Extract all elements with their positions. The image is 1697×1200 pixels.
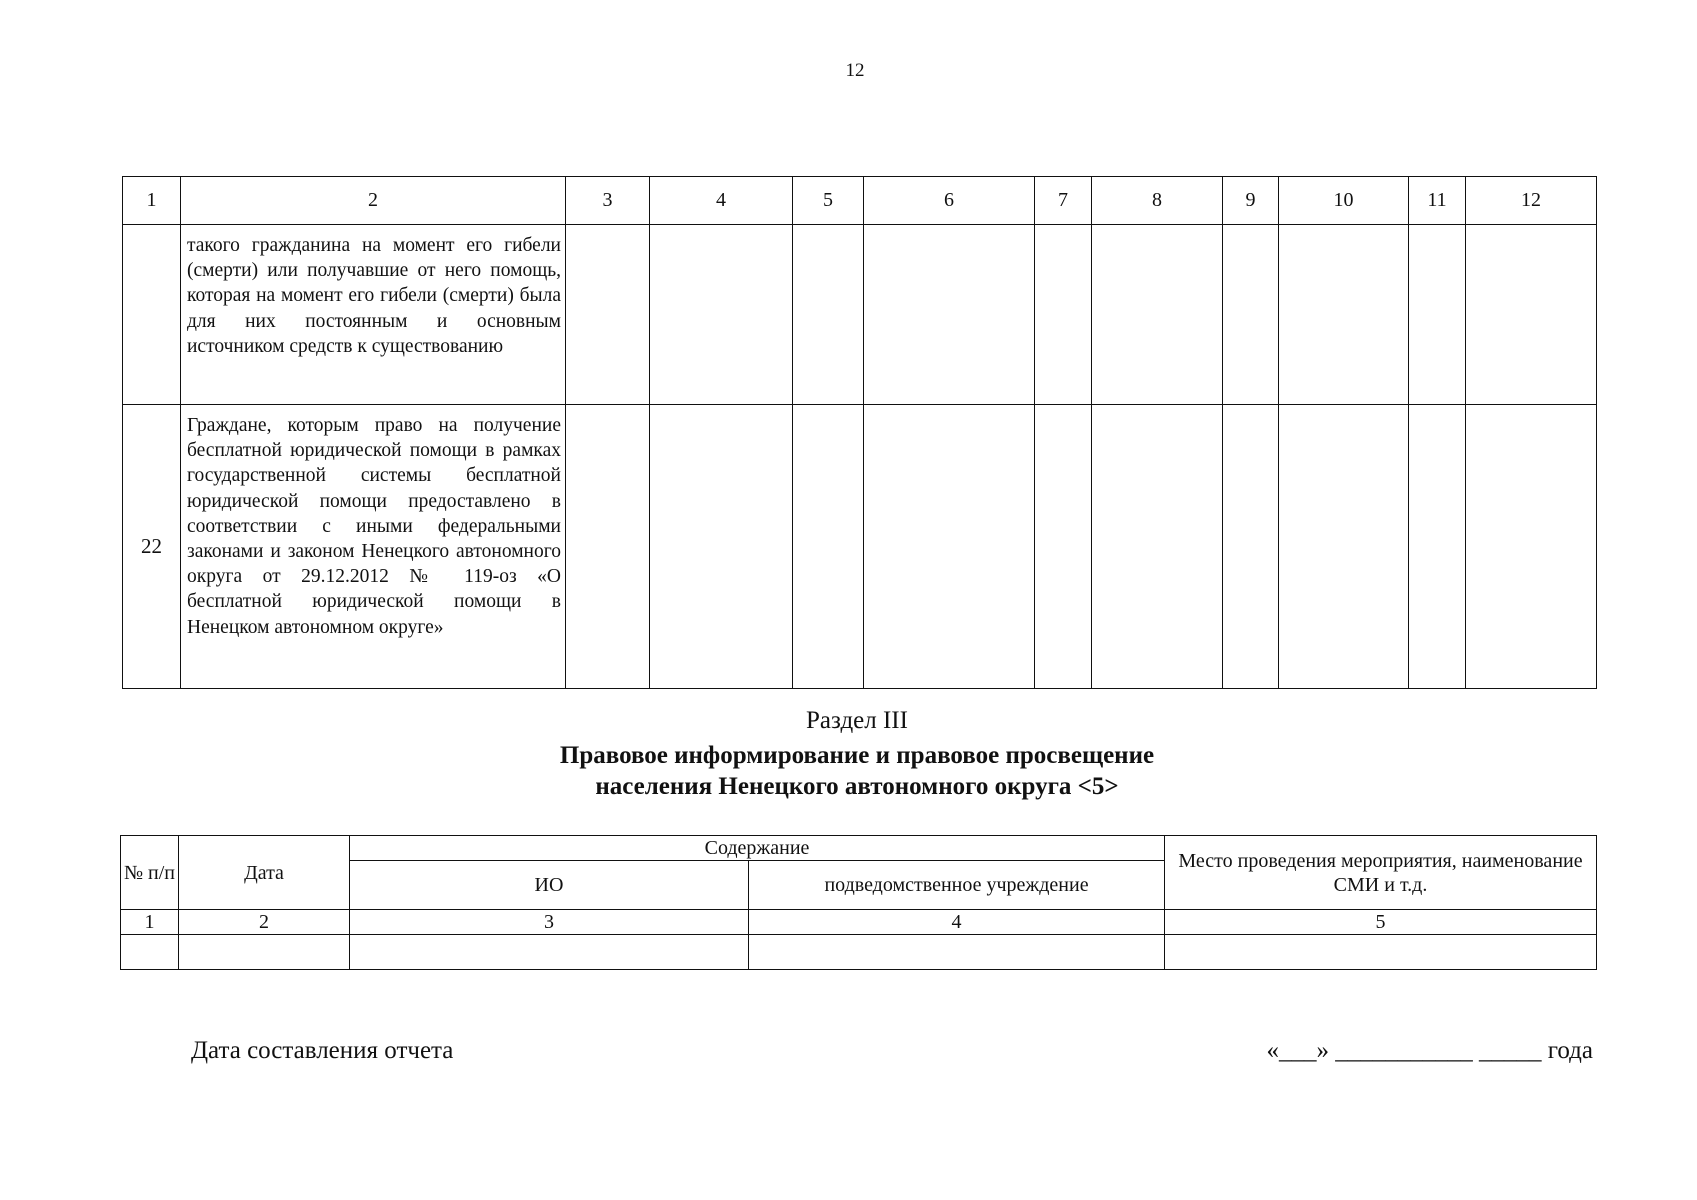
categories-table: [122, 176, 1597, 689]
header-subordinate: подведомственное учреждение: [749, 861, 1165, 910]
empty-cell: [793, 225, 864, 405]
empty-cell: [1223, 225, 1279, 405]
empty-cell: [864, 405, 1035, 689]
section-title: [320, 740, 1394, 802]
empty-cell: [350, 935, 749, 970]
empty-cell: [1035, 225, 1092, 405]
empty-cell: [650, 225, 793, 405]
empty-cell: [121, 935, 179, 970]
column-number: 4: [650, 177, 793, 225]
empty-cell: [1409, 405, 1466, 689]
table-row: [121, 935, 1597, 970]
report-date-label: Дата составления отчета: [191, 1037, 454, 1064]
empty-cell: [179, 935, 350, 970]
column-number: 3: [566, 177, 650, 225]
column-number: 12: [1466, 177, 1597, 225]
table-index-row: [121, 910, 1597, 935]
column-number: 5: [793, 177, 864, 225]
column-number: 10: [1279, 177, 1409, 225]
header-number: № п/п: [121, 836, 179, 910]
column-number: 4: [749, 910, 1165, 935]
column-number: 1: [123, 177, 181, 225]
empty-cell: [1279, 405, 1409, 689]
row-number: [123, 225, 181, 405]
empty-cell: [1466, 405, 1597, 689]
empty-cell: [793, 405, 864, 689]
column-number: 11: [1409, 177, 1466, 225]
column-number: 9: [1223, 177, 1279, 225]
empty-cell: [1279, 225, 1409, 405]
page-number: 12: [845, 60, 865, 81]
empty-cell: [1165, 935, 1597, 970]
column-number: 5: [1165, 910, 1597, 935]
column-number: 2: [181, 177, 566, 225]
table-row: [123, 405, 1597, 689]
header-io: ИО: [350, 861, 749, 910]
section-title-line: населения Ненецкого автономного округа <5>: [595, 773, 1119, 800]
row-number: 22: [123, 405, 181, 689]
empty-cell: [1092, 225, 1223, 405]
category-text: такого гражданина на момент его гибели (смерти) или получавшие от него помощь, которая на момент его гибели (смерти) была для них постоянным и основным источником средств к существованию: [181, 225, 566, 405]
legal-information-table: [120, 835, 1597, 970]
column-number: 7: [1035, 177, 1092, 225]
header-date: Дата: [179, 836, 350, 910]
column-number: 3: [350, 910, 749, 935]
empty-cell: [1092, 405, 1223, 689]
section-title-line: Правовое информирование и правовое просвещение: [559, 742, 1155, 769]
empty-cell: [749, 935, 1165, 970]
column-number: 6: [864, 177, 1035, 225]
empty-cell: [1466, 225, 1597, 405]
column-number: 2: [179, 910, 350, 935]
column-number: 8: [1092, 177, 1223, 225]
section-label: Раздел III: [806, 707, 908, 734]
header-content: Содержание: [350, 836, 1165, 861]
table-row: [123, 225, 1597, 405]
empty-cell: [566, 405, 650, 689]
empty-cell: [1409, 225, 1466, 405]
empty-cell: [650, 405, 793, 689]
header-place: Место проведения мероприятия, наименование СМИ и т.д.: [1165, 836, 1597, 910]
table-header-row: [123, 177, 1597, 225]
category-text: Граждане, которым право на получение бесплатной юридической помощи в рамках государственной системы бесплатной юридической помощи предоставлено в соответствии с иными федеральными законами и законом Ненецкого автономного округа от 29.12.2012 № 119-оз «О бесплатной юридической помощи в Ненецком автономном округе»: [181, 405, 566, 689]
empty-cell: [566, 225, 650, 405]
empty-cell: [1035, 405, 1092, 689]
empty-cell: [864, 225, 1035, 405]
empty-cell: [1223, 405, 1279, 689]
column-number: 1: [121, 910, 179, 935]
report-date-blank: «___» ___________ _____ года: [1266, 1037, 1593, 1064]
table-header-row: [121, 836, 1597, 861]
